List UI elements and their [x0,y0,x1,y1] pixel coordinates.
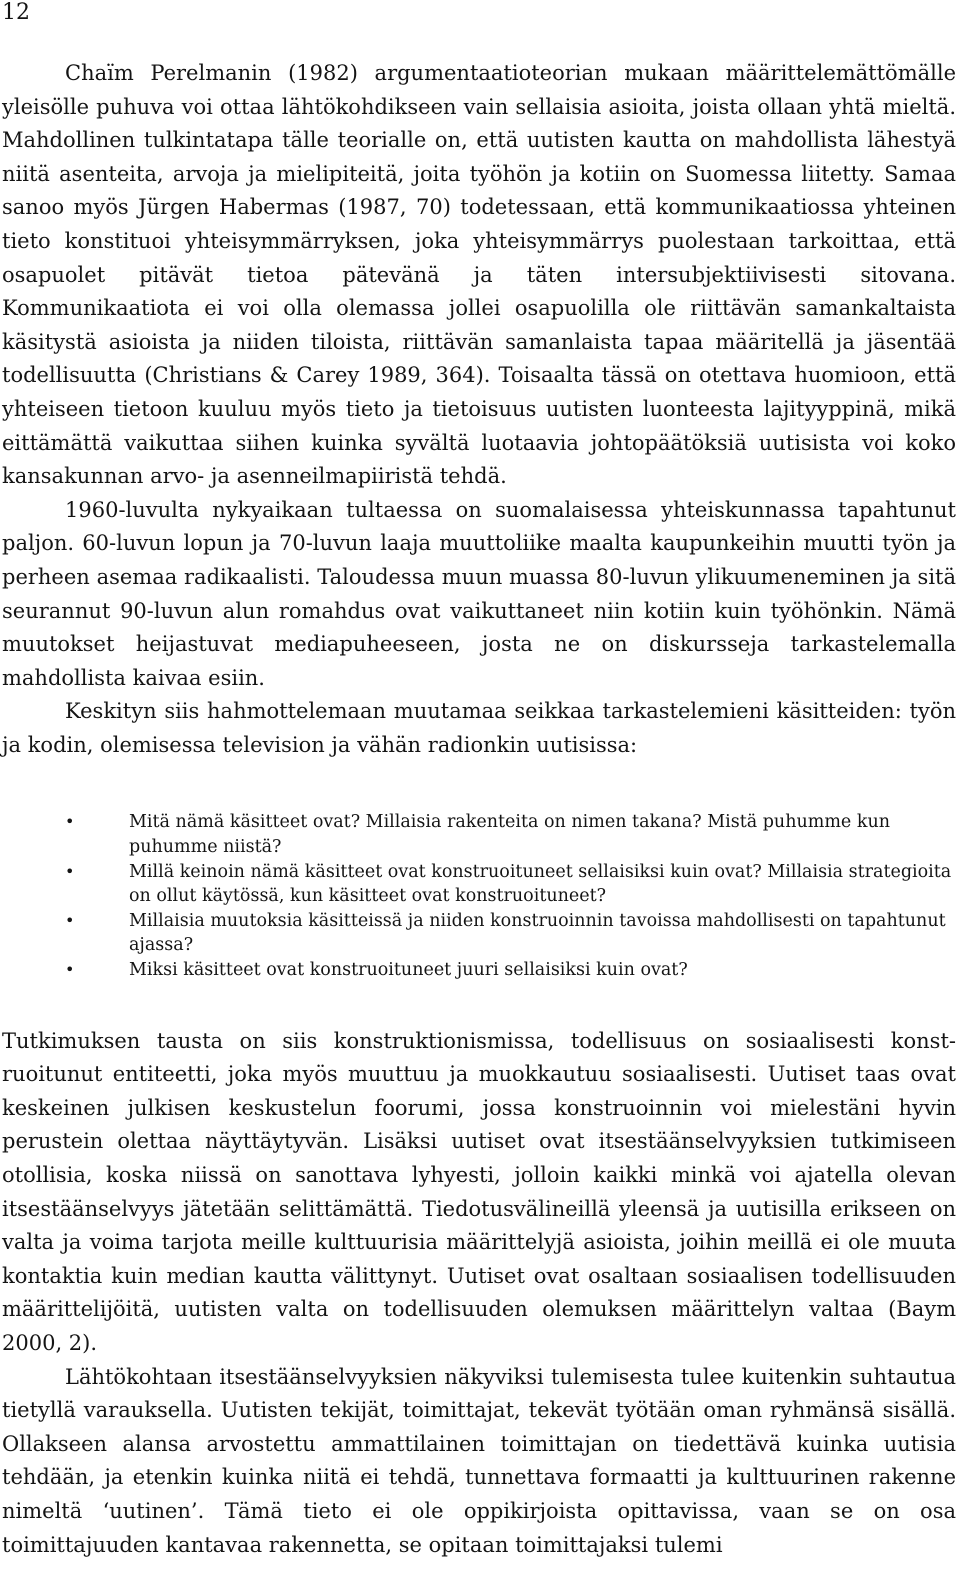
paragraph-1960s-changes: 1960-luvulta nykyaikaan tultaessa on suomalaisessa yhteiskunnassa tapahtunut paljon. 60-luvun lopun ja 70-luvun laaja muuttoliike maalta kaupunkeihin muutti työn ja perheen asemaa radikaalisti. Taloudessa muun muassa 80-luvun ylikuumeneminen ja sitä seurannut 90-luvun alun romahdus ovat vaikuttaneet niin kotiin kuin työhönkin. Nämä muutokset heijastuvat mediapuheeseen, josta ne on diskursseja tarkastelemalla mahdollista kaivaa esiin. [2,497,956,690]
bullet-icon: • [65,861,75,881]
paragraph-research-focus: Keskityn siis hahmottelemaan muutamaa seikkaa tarkastelemieni käsitteiden: työn ja kodin, olemisessa television ja vähän radionkin uutisissa: [2,699,956,757]
paragraph-perelman-habermas: Chaïm Perelmanin (1982) argumentaatioteorian mukaan määrittelemättömälle yleisölle puhuva voi ottaa lähtökohdikseen vain sellaisia asioita, joista ollaan yhtä mieltä. Mahdollinen tulkintatapa tälle teorialle on, että uutisten kautta on mahdollista lähestyä niitä asenteita, arvoja ja mielipiteitä, joita työhön ja kotiin on Suomessa liitetty. Samaa sanoo myös Jürgen Habermas (1987, 70) todetessaan, että kommunikaatiossa yhteinen tieto konstituoi yhteisymmärryksen, joka yhteisymmärrys puolestaan tarkoittaa, että osapuolet pitävät tietoa pätevänä ja täten intersubjektiivisesti sitovana. Kommunikaatiota ei voi olla olemassa jollei osapuolilla ole riittävän samankaltaista käsitystä asioista ja niiden tiloista, riittävän samanlaista tapaa määritellä ja jäsentää todellisuutta (Christians & Carey 1989, 364). Toisaalta tässä on otettava huomioon, että yhteiseen tietoon kuuluu myös tieto ja tietoisuus uutisten luonteesta lajityyppinä, mikä eittämättä vaikuttaa siihen kuinka syvältä luotaavia johtopäätöksiä uutisista voi koko kansakunnan arvo- ja asenneilmapiiristä tehdä. [2,61,956,489]
bullet-icon: • [65,960,75,980]
list-item-text: Millä keinoin nämä käsitteet ovat konstruoituneet sellaisiksi kuin ovat? Millaisia strategioita on ollut käytössä, kun käsitteet ovat konstruoituneet? [129,861,952,907]
research-questions-list [2,810,956,982]
list-item [65,958,956,983]
bullet-icon: • [65,910,75,930]
paragraph-journalist-knowledge: Lähtökohtaan itsestäänselvyyksien näkyviksi tulemisesta tulee kuitenkin suhtautua tietyllä varauksella. Uutisten tekijät, toimittajat, tekevät työtään oman ryhmänsä sisällä. Ollakseen alansa arvostettu ammattilainen toimittajan on tiedettävä kuinka uutisia tehdään, ja etenkin kuinka niitä ei tehdä, tunnettava formaatti ja kulttuurinen rakenne nimeltä ‘uutinen’. Tämä tieto ei ole oppikirjoista opittavissa, vaan se on osa toimittajuuden kantavaa rakennetta, se opitaan toimittajaksi tulemi [2,1364,956,1557]
list-item [65,860,956,909]
page-number: 12 [2,0,30,25]
bullet-icon: • [65,812,75,832]
body-text [2,57,956,1562]
list-item-text: Millaisia muutoksia käsitteissä ja niiden konstruoinnin tavoissa mahdollisesti on tapahtunut ajassa? [129,910,946,956]
list-item-text: Mitä nämä käsitteet ovat? Millaisia rakenteita on nimen takana? Mistä puhumme kun puhumme niistä? [129,812,890,858]
list-item-text: Miksi käsitteet ovat konstruoituneet juuri sellaisiksi kuin ovat? [129,960,688,981]
paragraph-constructionism: Tutkimuksen tausta on siis konstruktionismissa, todellisuus on sosiaalisesti konstruoitunut entiteetti, joka myös muuttuu ja muokkautuu sosiaalisesti. Uutiset taas ovat keskeinen julkisen keskustelun foorumi, jossa konstruoinnin voi mielestäni hyvin perustein olettaa näyttäytyvän. Lisäksi uutiset ovat itsestäänselvyyksien tutkimiseen otollisia, koska niissä on sanottava lyhyesti, jolloin kaikki minkä voi ajatella olevan itsestäänselvyys jätetään selittämättä. Tiedotusvälineillä yleensä ja uutisilla erikseen on valta ja voima tarjota meille kulttuurisia määrittelyjä asioista, joihin meillä ei ole muuta kontaktia kuin median kautta välittynyt. Uutiset ovat osaltaan sosiaalisen todellisuuden määrittelijöitä, uutisten valta on todellisuuden olemuksen määrittelyn valtaa (Baym 2000, 2). [2,1028,956,1355]
list-item [65,909,956,958]
list-item [65,810,956,859]
